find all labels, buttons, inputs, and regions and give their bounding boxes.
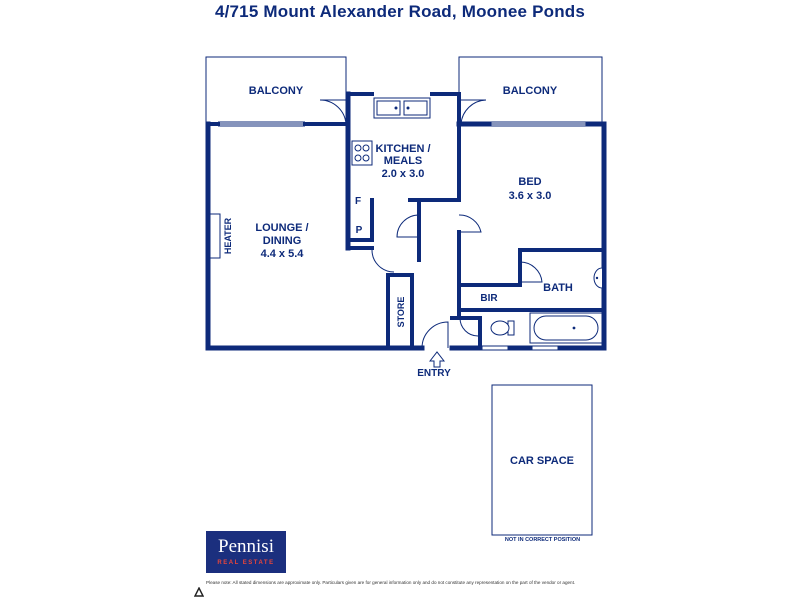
logo-tagline: REAL ESTATE [217, 560, 275, 566]
disclaimer-text: Please note: All stated dimensions are approximate only. Particulars given are for general information only and do not constitute any representation on the part of the vendor or agent. [206, 580, 576, 585]
plan-title: 4/715 Mount Alexander Road, Moonee Ponds [214, 2, 586, 21]
entry-arrow-icon [430, 352, 444, 367]
walls [208, 94, 604, 348]
label-car-space: CAR SPACE [510, 455, 574, 467]
triangle-logo-icon [194, 587, 204, 597]
label-fridge: F [354, 196, 362, 207]
label-bed: BED [518, 176, 542, 188]
basin [594, 268, 602, 288]
label-bir: BIR [480, 293, 498, 304]
label-pantry: P [355, 225, 363, 236]
heater-unit [210, 214, 220, 258]
kitchen-sink [374, 98, 430, 118]
label-store: STORE [396, 296, 406, 328]
car-space-note: NOT IN CORRECT POSITION [504, 537, 581, 543]
label-balcony-right: BALCONY [502, 85, 558, 97]
label-entry: ENTRY [417, 368, 451, 379]
label-bed-dim: 3.6 x 3.0 [508, 190, 552, 202]
label-balcony-left: BALCONY [248, 85, 304, 97]
bathtub [530, 313, 602, 343]
logo-name: Pennisi [218, 536, 274, 557]
label-kitchen-line2: MEALS [383, 155, 423, 167]
label-lounge-line1: LOUNGE / [255, 222, 309, 234]
label-lounge-line2: DINING [262, 235, 302, 247]
cooktop [352, 141, 372, 165]
label-kitchen-dim: 2.0 x 3.0 [381, 168, 425, 180]
toilet [491, 321, 514, 335]
label-bath: BATH [543, 282, 573, 294]
label-kitchen-line1: KITCHEN / [375, 143, 431, 155]
agency-logo [206, 531, 286, 573]
label-heater: HEATER [223, 217, 233, 255]
label-lounge-dim: 4.4 x 5.4 [260, 248, 304, 260]
